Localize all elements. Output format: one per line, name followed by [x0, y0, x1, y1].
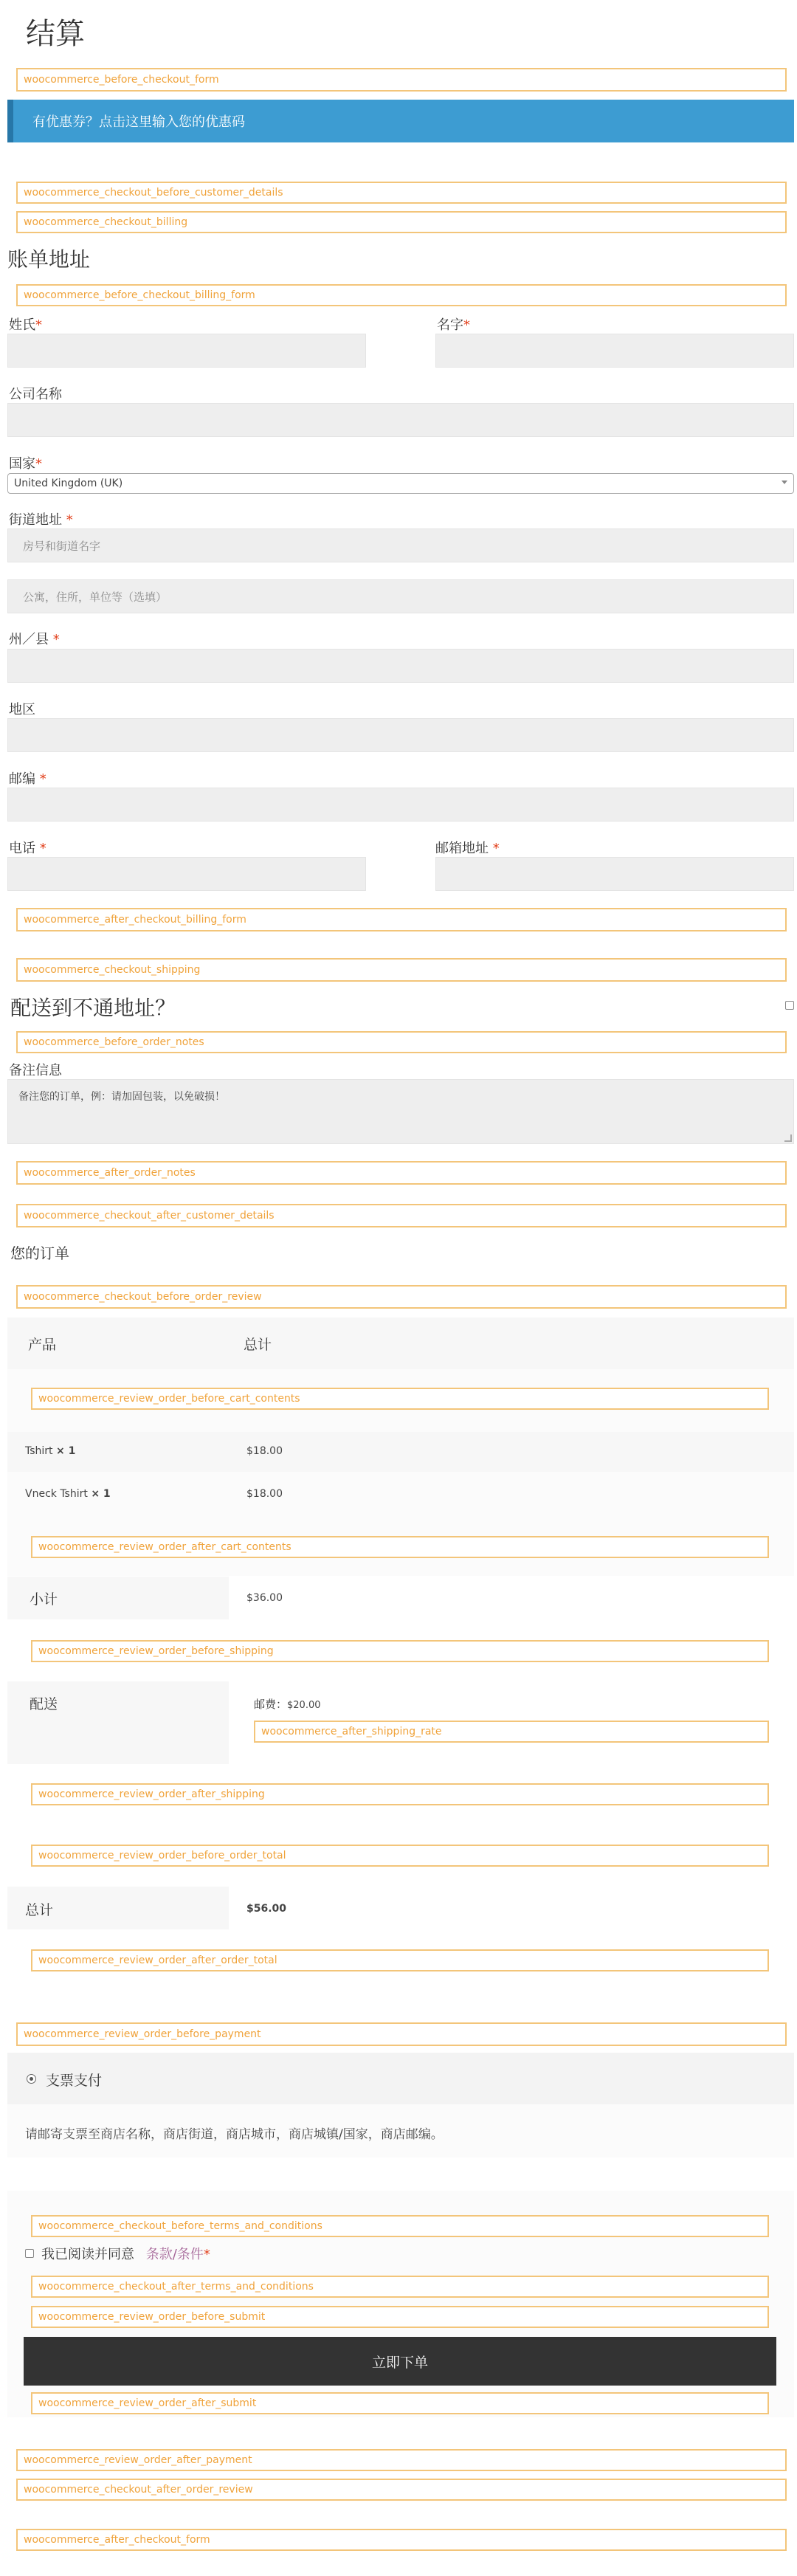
payment-radio[interactable] — [27, 2074, 36, 2084]
order-notes-textarea[interactable]: 备注您的订单，例：请加固包装，以免破损！ — [7, 1079, 794, 1144]
coupon-notice[interactable] — [7, 100, 794, 142]
hook-checkout-billing: woocommerce_checkout_billing — [16, 211, 787, 233]
page-title: 结算 — [26, 17, 85, 51]
subtotal-label: 小计 — [30, 1591, 58, 1608]
hook-after-cart-contents: woocommerce_review_order_after_cart_contents — [31, 1536, 769, 1558]
hook-after-billing-form: woocommerce_after_checkout_billing_form — [16, 908, 787, 931]
hook-before-billing-form: woocommerce_before_checkout_billing_form — [16, 284, 787, 306]
hook-before-order-review: woocommerce_checkout_before_order_review — [16, 1285, 787, 1309]
terms-checkbox[interactable] — [25, 2249, 34, 2258]
hook-before-payment: woocommerce_review_order_before_payment — [16, 2022, 787, 2046]
terms-text: 我已阅读并同意 条款/条件* — [41, 2247, 210, 2262]
hook-after-shipping: woocommerce_review_order_after_shipping — [31, 1783, 769, 1805]
phone-label: 电话 * — [9, 841, 46, 856]
cart-item-name: Tshirt × 1 — [25, 1445, 76, 1457]
state-label: 州／县 * — [9, 632, 60, 647]
phone-input[interactable] — [7, 857, 366, 891]
hook-after-submit: woocommerce_review_order_after_submit — [31, 2392, 769, 2414]
coupon-notice-text[interactable]: 有优惠券？点击这里输入您的优惠码 — [32, 114, 245, 130]
order-col-total: 总计 — [244, 1337, 272, 1353]
place-order-button[interactable] — [24, 2337, 776, 2386]
email-label: 邮箱地址 * — [435, 841, 500, 856]
hook-before-order-notes: woocommerce_before_order_notes — [16, 1031, 787, 1053]
hook-before-order-total: woocommerce_review_order_before_order_total — [31, 1845, 769, 1867]
hook-after-shipping-rate: woocommerce_after_shipping_rate — [254, 1721, 769, 1743]
place-order-label: 立即下单 — [371, 2354, 428, 2371]
radio-dot-icon — [30, 2077, 33, 2081]
last-name-label: 姓氏* — [9, 317, 42, 333]
order-notes-label: 备注信息 — [9, 1063, 62, 1078]
hook-after-order-notes: woocommerce_after_order_notes — [16, 1161, 787, 1185]
ship-different-heading: 配送到不通地址？ — [10, 996, 176, 1020]
hook-after-customer-details: woocommerce_checkout_after_customer_details — [16, 1204, 787, 1227]
hook-before-cart-contents: woocommerce_review_order_before_cart_contents — [31, 1388, 769, 1410]
payment-method-label[interactable]: 支票支付 — [46, 2073, 103, 2089]
email-input[interactable] — [435, 857, 794, 891]
country-select-value: United Kingdom (UK) — [14, 478, 123, 489]
company-input[interactable] — [7, 403, 794, 437]
subtotal-value: $36.00 — [246, 1592, 283, 1604]
hook-after-order-total: woocommerce_review_order_after_order_total — [31, 1949, 769, 1971]
hook-after-checkout-form: woocommerce_after_checkout_form — [16, 2529, 787, 2551]
hook-after-order-review: woocommerce_checkout_after_order_review — [16, 2479, 787, 2501]
state-input[interactable] — [7, 649, 794, 683]
payment-method-row — [7, 2053, 794, 2104]
cart-item-row — [7, 1432, 794, 1472]
cart-item-total: $18.00 — [246, 1488, 283, 1500]
cart-item-name: Vneck Tshirt × 1 — [25, 1488, 111, 1500]
country-select[interactable] — [7, 473, 794, 494]
payment-description: 请邮寄支票至商店名称，商店街道，商店城市，商店城镇/国家，商店邮编。 — [25, 2127, 444, 2142]
city-label: 地区 — [9, 702, 35, 717]
hook-after-payment: woocommerce_review_order_after_payment — [16, 2449, 787, 2471]
total-label: 总计 — [25, 1902, 54, 1918]
hook-before-shipping: woocommerce_review_order_before_shipping — [31, 1640, 769, 1662]
street-address-input[interactable]: 房号和街道名字 — [7, 528, 794, 562]
street-address-2-input[interactable]: 公寓，住所，单位等（选填） — [7, 579, 794, 613]
postcode-label: 邮编 * — [9, 771, 46, 787]
hook-after-terms: woocommerce_checkout_after_terms_and_conditions — [31, 2276, 769, 2298]
shipping-value: $20.00 — [287, 1700, 321, 1711]
company-label: 公司名称 — [9, 387, 62, 402]
order-col-product: 产品 — [28, 1337, 57, 1353]
shipping-label: 配送 — [30, 1696, 58, 1712]
cart-item-total: $18.00 — [246, 1445, 283, 1457]
ship-different-checkbox[interactable] — [785, 1001, 794, 1010]
first-name-label: 名字* — [437, 317, 470, 333]
shipping-method: 邮费： — [254, 1698, 288, 1711]
postcode-input[interactable] — [7, 788, 794, 822]
last-name-input[interactable] — [7, 334, 366, 368]
hook-before-terms: woocommerce_checkout_before_terms_and_conditions — [31, 2215, 769, 2237]
city-input[interactable] — [7, 718, 794, 752]
billing-heading: 账单地址 — [7, 247, 91, 272]
hook-checkout-shipping: woocommerce_checkout_shipping — [16, 958, 787, 982]
total-value: $56.00 — [246, 1903, 287, 1915]
order-table-header — [7, 1318, 794, 1369]
street-label: 街道地址 * — [9, 512, 73, 528]
resize-handle-icon[interactable] — [784, 1134, 792, 1142]
order-heading: 您的订单 — [10, 1244, 69, 1262]
chevron-down-icon — [782, 481, 787, 484]
terms-link[interactable]: 条款/条件 — [145, 2247, 204, 2262]
first-name-input[interactable] — [435, 334, 794, 368]
hook-before-checkout-form: woocommerce_before_checkout_form — [16, 68, 787, 92]
country-label: 国家* — [9, 456, 42, 472]
shipping-rate — [254, 1696, 321, 1712]
hook-before-customer-details: woocommerce_checkout_before_customer_details — [16, 182, 787, 204]
hook-before-submit: woocommerce_review_order_before_submit — [31, 2306, 769, 2328]
